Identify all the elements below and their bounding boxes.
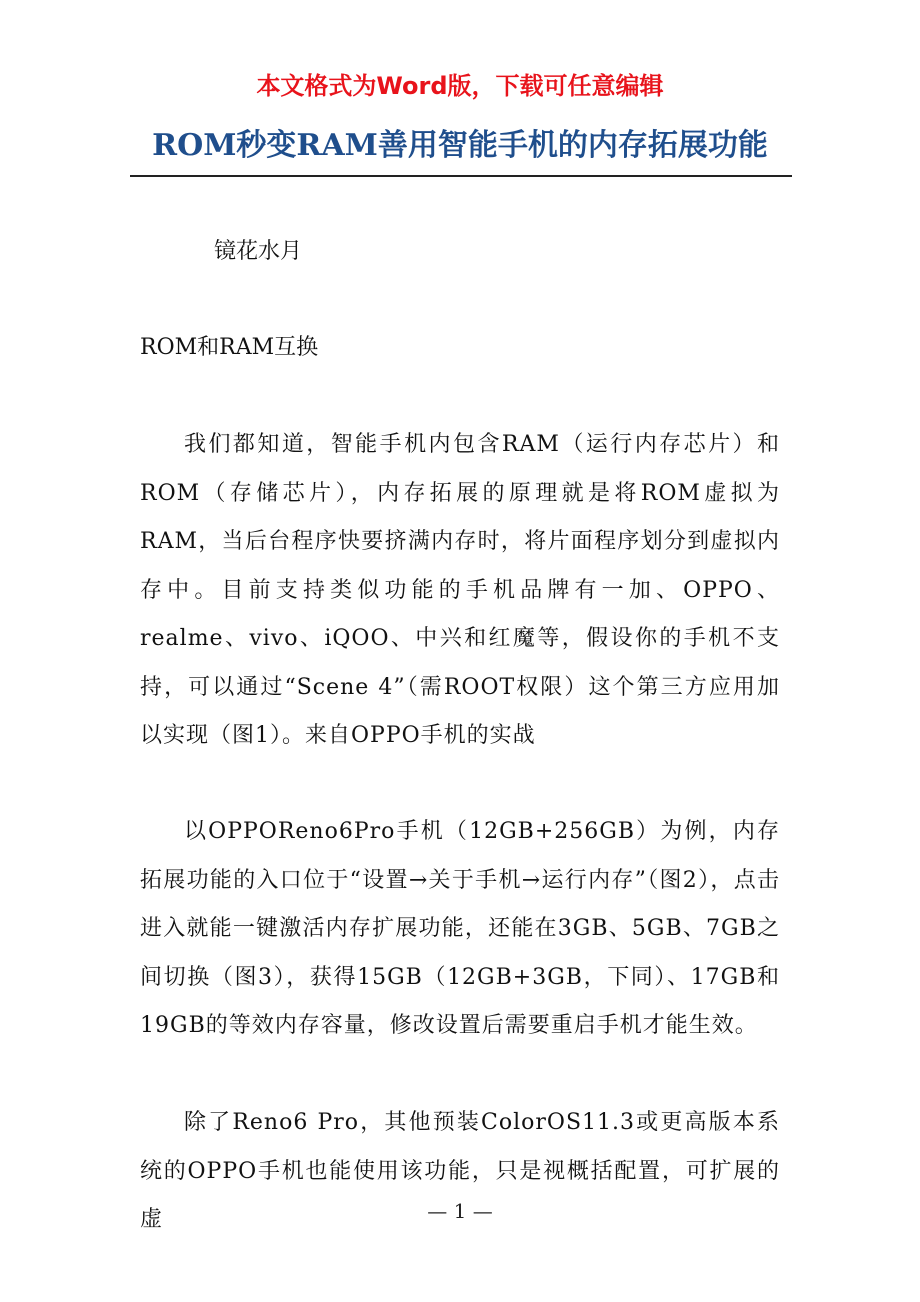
page-number: — 1 — [427,1199,493,1223]
document-title: ROM秒变RAM善用智能手机的内存拓展功能 [152,128,768,163]
section-heading: ROM和RAM互换 [140,335,319,360]
body-paragraph: 我们都知道，智能手机内包含RAM（运行内存芯片）和ROM（存储芯片），内存拓展的原理就是将ROM虚拟为RAM，当后台程序快要挤满内存时，将片面程序划分到虚拟内存中。目前支持类似功能的手机品牌有一加、OPPO、realme、vivo、iQOO、中兴和红魔等，假设你的手机不支持，可以通过“Scene 4”（需ROOT权限）这个第三方应用加以实现（图1）。来自OPPO手机的实战 [140,432,780,748]
body-paragraph: 除了Reno6 Pro，其他预装ColorOS11.3或更高版本系统的OPPO手机也能使用该功能，只是视概括配置，可扩展的虚 [140,1110,780,1232]
author-name: 镜花水月 [214,239,303,264]
body-paragraph: 以OPPOReno6Pro手机（12GB+256GB）为例，内存拓展功能的入口位于“设置→关于手机→运行内存”（图2），点击进入就能一键激活内存扩展功能，还能在3GB、5GB、7GB之间切换（图3），获得15GB（12GB+3GB，下同）、17GB和19GB的等效内存容量，修改设置后需要重启手机才能生效。 [140,819,780,1038]
download-banner: 本文格式为Word版，下载可任意编辑 [256,72,664,100]
title-divider [130,175,792,177]
